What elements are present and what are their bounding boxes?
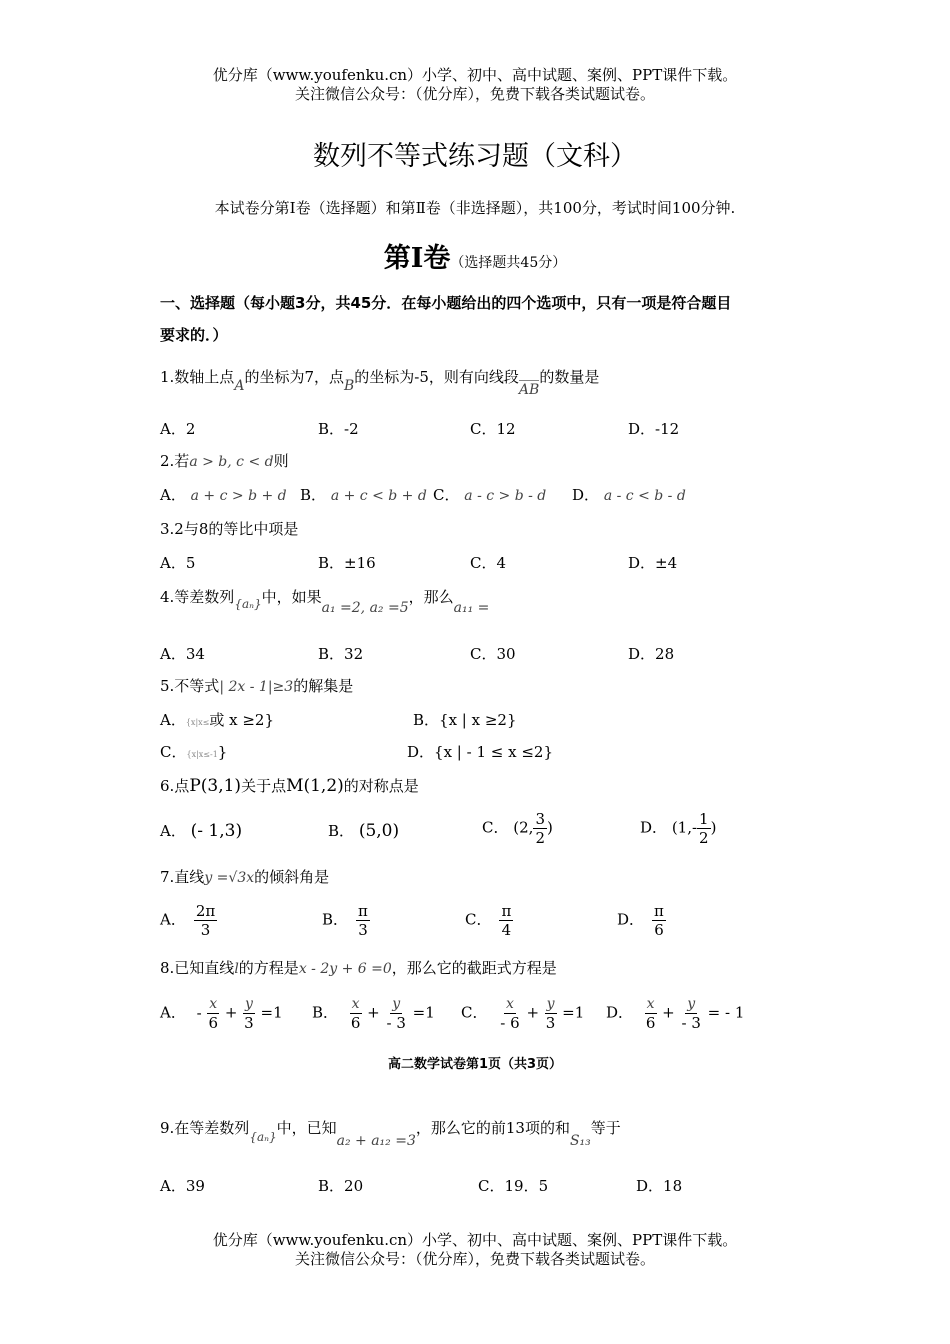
q1-vector-ab: AB bbox=[518, 382, 540, 398]
q4-target: a₁₁ = bbox=[453, 600, 490, 616]
q2-b-label: B． bbox=[300, 486, 327, 504]
q9-condition: a₂ + a₁₂ =3 bbox=[336, 1133, 416, 1149]
q7-c-label: C． bbox=[465, 910, 492, 929]
q7-b-label: B． bbox=[322, 910, 349, 929]
q6-d-den: 2 bbox=[699, 829, 709, 847]
q4-text-pre: 4.等差数列 bbox=[160, 588, 235, 606]
q8-option-b[interactable] bbox=[312, 995, 435, 1032]
q6-a-expr: (- 1,3) bbox=[190, 821, 243, 841]
q8-option-d[interactable] bbox=[606, 995, 744, 1032]
q8-b-rhs: =1 bbox=[412, 1003, 435, 1022]
q1-option-b[interactable]: B．-2 bbox=[318, 420, 359, 438]
q5-inequality: | 2x - 1|≥3 bbox=[219, 679, 294, 695]
q6-option-d[interactable] bbox=[640, 810, 716, 847]
header-line-1: 优分库（www.youfenku.cn）小学、初中、高中试题、案例、PPT课件下载。 bbox=[212, 66, 738, 84]
q8-c-label: C． bbox=[461, 1003, 488, 1022]
q4-condition: a₁ =2, a₂ =5 bbox=[321, 600, 409, 616]
q8-d-op: + bbox=[662, 1003, 675, 1022]
exam-intro: 本试卷分第Ⅰ卷（选择题）和第Ⅱ卷（非选择题），共100分，考试时间100分钟. bbox=[214, 199, 736, 217]
question-3: 3.2与8的等比中项是 bbox=[160, 520, 299, 538]
q7-d-label: D． bbox=[617, 910, 645, 929]
q9-text-pre: 9.在等差数列 bbox=[160, 1119, 250, 1137]
q2-a-label: A． bbox=[160, 486, 186, 504]
q8-a-d2: 3 bbox=[244, 1014, 254, 1032]
section-heading-line-2: 要求的．） bbox=[160, 326, 228, 344]
q8-d-n2: y bbox=[687, 996, 696, 1012]
q8-d-d1: 6 bbox=[645, 1014, 656, 1032]
q6-d-num: 1 bbox=[699, 810, 709, 828]
q5-option-a[interactable] bbox=[160, 709, 274, 730]
q6-a-label: A． bbox=[160, 822, 186, 840]
bottom-line-2: 关注微信公众号：（优分库），免费下载各类试题试卷。 bbox=[294, 1250, 655, 1268]
q4-text-mid: 中，如果 bbox=[261, 588, 322, 606]
q1-option-d[interactable]: D．-12 bbox=[628, 420, 680, 438]
q8-a-d1: 6 bbox=[208, 1014, 219, 1032]
q5-text-pre: 5.不等式 bbox=[160, 677, 220, 695]
question-7 bbox=[160, 866, 329, 887]
q6-c-fraction bbox=[533, 810, 547, 847]
volume-main: 第Ⅰ卷 bbox=[383, 243, 451, 274]
q4-option-c[interactable]: C．30 bbox=[470, 645, 516, 663]
q6-c-den: 2 bbox=[535, 829, 545, 847]
q2-b-expr: a + c < b + d bbox=[330, 488, 427, 504]
q9-text-mid: 中，已知 bbox=[276, 1119, 337, 1137]
q9-option-a[interactable]: A．39 bbox=[160, 1177, 205, 1195]
q8-line-l: l bbox=[234, 961, 239, 977]
question-5 bbox=[160, 675, 353, 696]
q6-text-mid: 关于点 bbox=[241, 777, 287, 795]
q8-d-rhs: = - 1 bbox=[707, 1003, 745, 1022]
q7-text-post: 的倾斜角是 bbox=[254, 868, 330, 886]
q1-point-b: B bbox=[343, 378, 355, 394]
q2-option-d[interactable] bbox=[572, 484, 686, 505]
q7-c-num: π bbox=[501, 902, 512, 920]
page-footer: 高二数学试卷第1页（共3页） bbox=[387, 1057, 563, 1072]
q6-d-pre: (1,- bbox=[671, 818, 698, 837]
q6-text-pre: 6.点 bbox=[160, 777, 190, 795]
q8-a-n1: x bbox=[209, 996, 218, 1012]
q8-b-op: + bbox=[367, 1003, 380, 1022]
q7-a-num: 2π bbox=[195, 902, 216, 920]
q2-d-expr: a - c < b - d bbox=[603, 488, 686, 504]
q5-option-c[interactable] bbox=[160, 741, 227, 762]
q2-condition: a > b, c < d bbox=[189, 454, 274, 470]
q5-text-post: 的解集是 bbox=[293, 677, 354, 695]
q3-option-d[interactable]: D．±4 bbox=[628, 554, 678, 572]
q5-a-broken-image: {x|x≤ bbox=[185, 718, 210, 727]
q5-option-b[interactable]: B．{x | x ≥2} bbox=[413, 711, 517, 729]
q1-point-a: A bbox=[234, 378, 245, 394]
q1-text-mid2: 的坐标为-5，则有向线段 bbox=[354, 368, 519, 386]
q8-b-label: B． bbox=[312, 1003, 339, 1022]
q6-b-label: B． bbox=[328, 822, 355, 840]
q2-option-b[interactable] bbox=[300, 484, 427, 505]
volume-sub: （选择题共45分） bbox=[450, 255, 567, 271]
q1-option-a[interactable]: A．2 bbox=[160, 420, 196, 438]
q2-c-label: C． bbox=[433, 486, 460, 504]
q1-text-post: 的数量是 bbox=[539, 368, 600, 386]
q7-b-den: 3 bbox=[358, 921, 368, 939]
q8-c-n2: y bbox=[546, 996, 555, 1012]
q2-d-label: D． bbox=[572, 486, 600, 504]
q9-option-d[interactable]: D．18 bbox=[636, 1177, 683, 1195]
q8-option-c[interactable] bbox=[461, 995, 584, 1032]
q3-option-a[interactable]: A．5 bbox=[160, 554, 196, 572]
q5-c-label: C． bbox=[160, 743, 187, 761]
q4-text-mid2: ，那么 bbox=[408, 588, 454, 606]
q2-option-c[interactable] bbox=[433, 484, 546, 505]
q6-d-post: ) bbox=[710, 818, 717, 837]
q8-d-n1: x bbox=[646, 996, 655, 1012]
q4-sequence: {aₙ} bbox=[234, 597, 262, 611]
question-1 bbox=[160, 366, 600, 398]
question-8 bbox=[160, 957, 557, 978]
q2-option-a[interactable] bbox=[160, 484, 287, 505]
q8-text-post: ，那么它的截距式方程是 bbox=[391, 959, 557, 977]
q2-text-post: 则 bbox=[273, 452, 289, 470]
q1-text-mid1: 的坐标为7，点 bbox=[244, 368, 344, 386]
q7-d-den: 6 bbox=[654, 921, 664, 939]
q7-option-c[interactable] bbox=[465, 902, 513, 939]
q9-sequence: {aₙ} bbox=[249, 1130, 277, 1144]
question-9 bbox=[160, 1117, 621, 1149]
q5-a-label: A． bbox=[160, 711, 186, 729]
q6-point-p: P(3,1) bbox=[189, 776, 242, 796]
q4-option-b[interactable]: B．32 bbox=[318, 645, 364, 663]
q4-option-a[interactable]: A．34 bbox=[160, 645, 205, 663]
q3-option-b[interactable]: B．±16 bbox=[318, 554, 376, 572]
q8-option-a[interactable] bbox=[160, 995, 283, 1032]
q6-text-post: 的对称点是 bbox=[343, 777, 419, 795]
q8-c-op: + bbox=[526, 1003, 540, 1022]
q6-c-post: ) bbox=[546, 818, 553, 837]
q9-text-post: 等于 bbox=[590, 1119, 621, 1137]
q7-c-den: 4 bbox=[501, 921, 512, 939]
q6-d-fraction bbox=[697, 810, 711, 847]
q8-a-label: A． bbox=[160, 1003, 186, 1022]
q8-c-d2: 3 bbox=[545, 1014, 556, 1032]
q9-text-mid2: ，那么它的前13项的和 bbox=[415, 1119, 570, 1137]
q8-text-pre: 8.已知直线 bbox=[160, 959, 235, 977]
q8-b-d1: 6 bbox=[350, 1014, 361, 1032]
q5-c-broken-image: {x|x≤-1 bbox=[186, 750, 218, 759]
q8-c-d1: - 6 bbox=[500, 1014, 520, 1032]
q6-c-label: C． bbox=[482, 818, 509, 837]
q7-option-a[interactable] bbox=[160, 902, 217, 939]
q2-a-expr: a + c > b + d bbox=[190, 488, 287, 504]
q9-sum: S₁₃ bbox=[569, 1133, 591, 1149]
q9-option-b[interactable]: B．20 bbox=[318, 1177, 364, 1195]
bottom-line-1: 优分库（www.youfenku.cn）小学、初中、高中试题、案例、PPT课件下载。 bbox=[212, 1231, 738, 1249]
q5-option-d[interactable]: D．{x | - 1 ≤ x ≤2} bbox=[407, 743, 553, 761]
question-4 bbox=[160, 586, 490, 616]
q7-equation: y =√3x bbox=[204, 870, 255, 886]
section-heading-line-1: 一、选择题（每小题3分，共45分．在每小题给出的四个选项中，只有一项是符合题目 bbox=[160, 294, 732, 312]
q8-b-n2: y bbox=[392, 996, 401, 1012]
q7-d-num: π bbox=[654, 902, 664, 920]
q8-equation: x - 2y + 6 =0 bbox=[298, 961, 392, 977]
q2-c-expr: a - c > b - d bbox=[464, 488, 547, 504]
q6-point-m: M(1,2) bbox=[286, 776, 344, 796]
q6-option-a[interactable] bbox=[160, 820, 242, 841]
q6-c-pre: (2, bbox=[513, 818, 534, 837]
q7-a-den: 3 bbox=[200, 921, 211, 939]
volume-heading bbox=[0, 236, 950, 275]
q8-a-rhs: =1 bbox=[260, 1003, 283, 1022]
q9-option-c[interactable]: C．19．5 bbox=[478, 1177, 549, 1195]
header-line-2: 关注微信公众号：（优分库），免费下载各类试题试卷。 bbox=[294, 85, 655, 103]
q8-text-mid: 的方程是 bbox=[238, 959, 299, 977]
question-2 bbox=[160, 450, 289, 471]
q8-d-d2: - 3 bbox=[681, 1014, 701, 1032]
q8-a-sign: - bbox=[196, 1003, 202, 1022]
q7-option-b[interactable] bbox=[322, 902, 370, 939]
q8-c-rhs: =1 bbox=[562, 1003, 585, 1022]
page-title: 数列不等式练习题（文科） bbox=[313, 141, 637, 172]
q8-a-op: + bbox=[224, 1003, 238, 1022]
q7-b-num: π bbox=[358, 902, 368, 920]
q4-option-d[interactable]: D．28 bbox=[628, 645, 675, 663]
q1-option-c[interactable]: C．12 bbox=[470, 420, 516, 438]
q5-a-expr: 或 x ≥2} bbox=[209, 711, 275, 729]
q8-c-n1: x bbox=[506, 996, 514, 1012]
q6-d-label: D． bbox=[640, 818, 668, 837]
q5-c-expr: } bbox=[217, 743, 228, 761]
q8-a-n2: y bbox=[244, 996, 253, 1012]
q6-option-c[interactable] bbox=[482, 810, 553, 847]
q3-option-c[interactable]: C．4 bbox=[470, 554, 507, 572]
q8-b-n1: x bbox=[351, 996, 360, 1012]
question-6 bbox=[160, 775, 419, 796]
q8-b-d2: - 3 bbox=[386, 1014, 406, 1032]
q8-d-label: D． bbox=[606, 1003, 634, 1022]
q6-option-b[interactable] bbox=[328, 820, 399, 841]
q7-a-label: A． bbox=[160, 910, 186, 929]
q7-text-pre: 7.直线 bbox=[160, 868, 205, 886]
q6-b-expr: (5,0) bbox=[358, 821, 400, 841]
q2-text-pre: 2.若 bbox=[160, 452, 190, 470]
q6-c-num: 3 bbox=[535, 810, 545, 828]
q7-option-d[interactable] bbox=[617, 902, 666, 939]
q1-text-pre: 1.数轴上点 bbox=[160, 368, 235, 386]
